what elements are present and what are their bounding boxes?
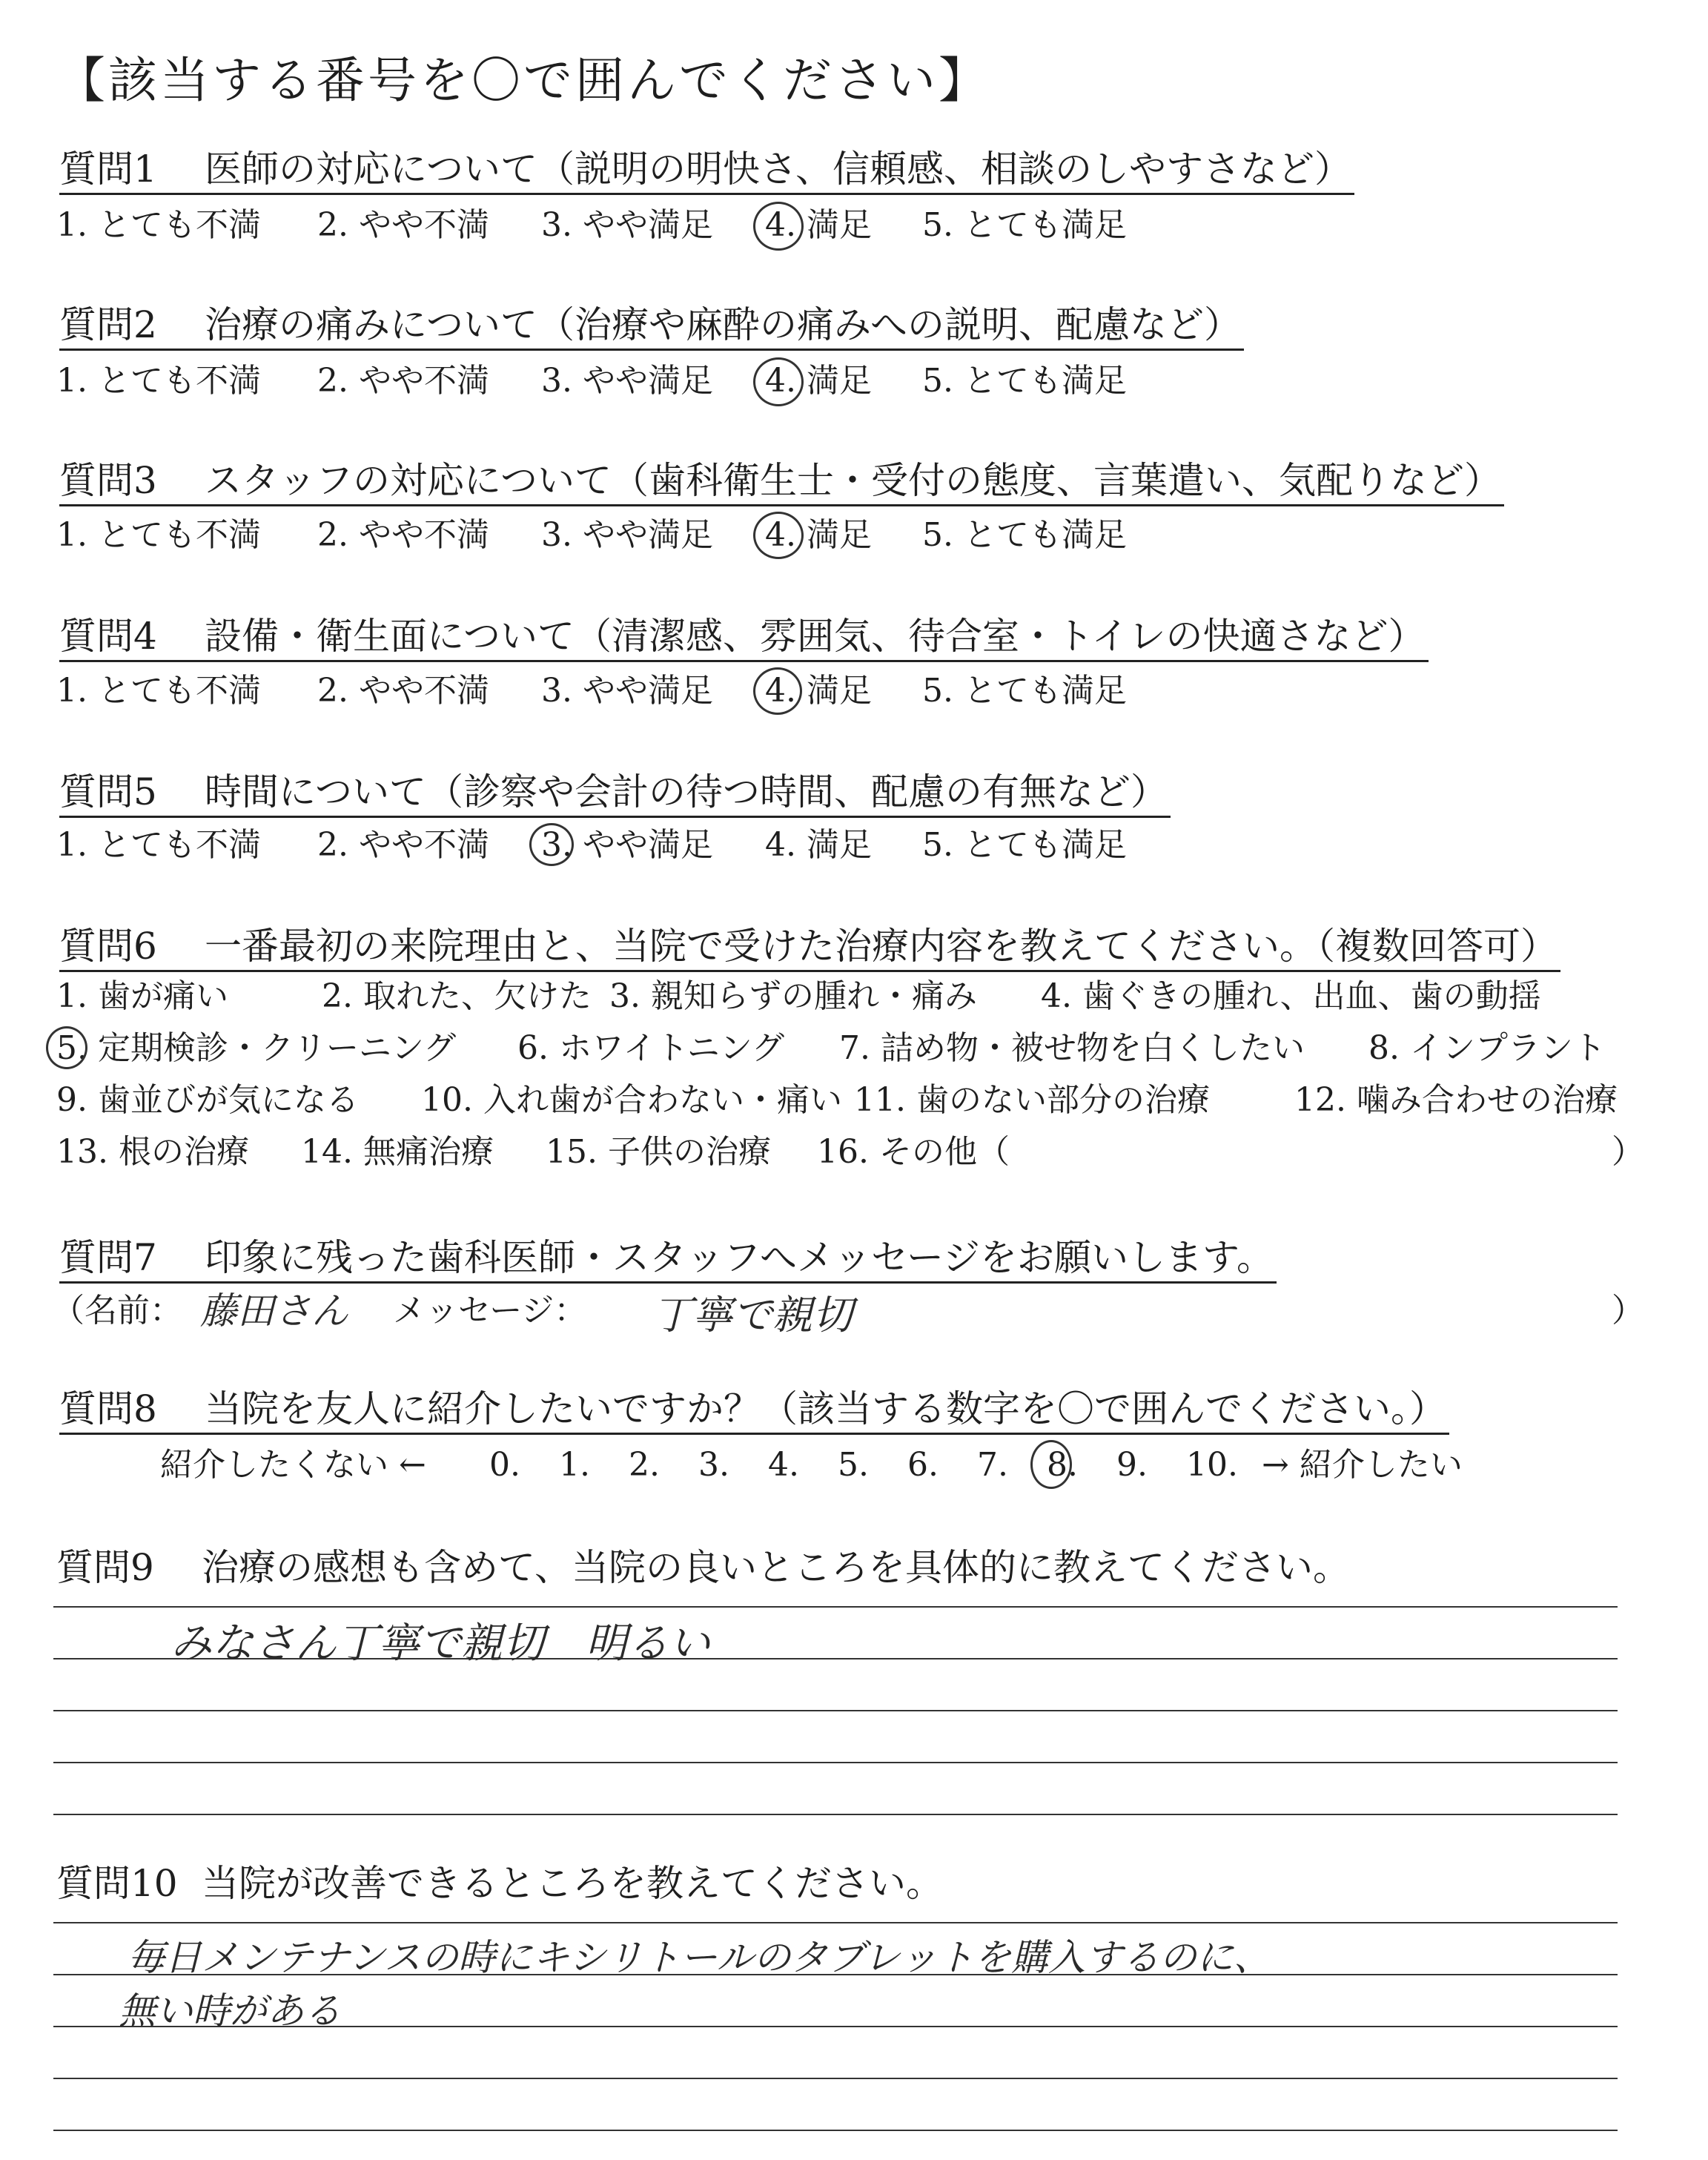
question-2 (59, 301, 1244, 351)
scale-option-4[interactable]: 4. (768, 1446, 799, 1484)
checklist-option[interactable]: 11. 歯のない部分の治療 (854, 1081, 1210, 1119)
rating-scale-5 (56, 825, 1242, 866)
selected-circle-mark (46, 1026, 87, 1069)
answer-handwritten: 無い時がある (119, 1989, 341, 2032)
rating-option-2[interactable]: 2. やや不満 (317, 362, 489, 400)
rating-option-1[interactable]: 1. とても不満 (56, 672, 261, 710)
answer-rule (53, 1606, 1618, 1608)
question-3 (59, 457, 1504, 506)
name-handwritten: 藤田さん (200, 1289, 348, 1332)
question-number: 質問6 (59, 925, 157, 968)
answer-rule (53, 1710, 1618, 1711)
checklist-option[interactable]: 14. 無痛治療 (301, 1133, 494, 1171)
selected-circle-mark (753, 202, 804, 251)
message-row (52, 1289, 1644, 1342)
scale-option-0[interactable]: 0. (489, 1446, 520, 1484)
rating-option-5[interactable]: 5. とても満足 (922, 206, 1127, 244)
scale-option-2[interactable]: 2. (629, 1446, 660, 1484)
question-1 (59, 145, 1354, 195)
rating-option-4[interactable]: 4. 満足 (765, 206, 872, 244)
scale-left-label: 紹介したくない ← (160, 1446, 426, 1484)
rating-option-5[interactable]: 5. とても満足 (922, 516, 1127, 554)
question-text: 時間について（診察や会計の待つ時間、配慮の有無など） (205, 770, 1168, 813)
question-number: 質問5 (59, 770, 157, 813)
rating-option-3[interactable]: 3. やや満足 (541, 826, 713, 864)
checklist-options (56, 976, 1643, 1169)
other-close-paren: ） (1612, 1133, 1644, 1171)
rating-option-3[interactable]: 3. やや満足 (541, 516, 713, 554)
scale-option-6[interactable]: 6. (907, 1446, 939, 1484)
rating-option-1[interactable]: 1. とても不満 (56, 516, 261, 554)
answer-rule (53, 1762, 1618, 1763)
checklist-option-other[interactable]: 16. その他（ (817, 1133, 1010, 1171)
scale-option-1[interactable]: 1. (559, 1446, 590, 1484)
question-number: 質問7 (59, 1236, 157, 1279)
rating-option-5[interactable]: 5. とても満足 (922, 672, 1127, 710)
answer-rule (53, 1814, 1618, 1815)
rating-scale-4 (56, 670, 1242, 712)
rating-option-2[interactable]: 2. やや不満 (317, 516, 489, 554)
question-text: 当院を友人に紹介したいですか？（該当する数字を〇で囲んでください。） (205, 1387, 1446, 1430)
answer-rule (53, 2078, 1618, 2079)
rating-option-4[interactable]: 4. 満足 (765, 672, 872, 710)
name-label: （名前： (52, 1292, 182, 1330)
question-number: 質問3 (59, 459, 157, 502)
rating-scale-2 (56, 360, 1242, 402)
question-text: 印象に残った歯科医師・スタッフへメッセージをお願いします。 (205, 1236, 1274, 1279)
answer-handwritten: 毎日メンテナンスの時にキシリトールのタブレットを購入するのに、 (128, 1936, 1271, 1979)
checklist-option[interactable]: 3. 親知らずの腫れ・痛み (609, 977, 977, 1015)
checklist-option[interactable]: 10. 入れ歯が合わない・痛い (421, 1081, 842, 1119)
message-handwritten: 丁寧で親切 (652, 1292, 853, 1338)
page-title: 【該当する番号を〇で囲んでください】 (56, 52, 990, 109)
checklist-option[interactable]: 1. 歯が痛い (56, 977, 228, 1015)
question-10 (56, 1860, 943, 1907)
rating-option-4[interactable]: 4. 満足 (765, 362, 872, 400)
checklist-option[interactable]: 4. 歯ぐきの腫れ、出血、歯の動揺 (1041, 977, 1541, 1015)
question-7 (59, 1234, 1277, 1284)
question-text: 当院が改善できるところを教えてください。 (202, 1862, 943, 1905)
selected-circle-mark (753, 357, 804, 406)
recommend-scale (160, 1444, 1494, 1489)
question-text: 一番最初の来院理由と、当院で受けた治療内容を教えてください。（複数回答可） (205, 925, 1558, 968)
rating-option-1[interactable]: 1. とても不満 (56, 362, 261, 400)
checklist-option[interactable]: 12. 噛み合わせの治療 (1294, 1081, 1618, 1119)
question-number: 質問4 (59, 615, 157, 658)
question-5 (59, 768, 1171, 818)
rating-option-4[interactable]: 4. 満足 (765, 516, 872, 554)
rating-option-3[interactable]: 3. やや満足 (541, 362, 713, 400)
question-4 (59, 612, 1429, 662)
question-8 (59, 1385, 1449, 1435)
checklist-option[interactable]: 2. 取れた、欠けた (322, 977, 592, 1015)
rating-option-2[interactable]: 2. やや不満 (317, 672, 489, 710)
question-number: 質問2 (59, 303, 157, 346)
rating-option-5[interactable]: 5. とても満足 (922, 362, 1127, 400)
rating-option-1[interactable]: 1. とても不満 (56, 206, 261, 244)
checklist-option[interactable]: 5. 定期検診・クリーニング (56, 1029, 457, 1067)
selected-circle-mark (1030, 1440, 1072, 1489)
scale-option-7[interactable]: 7. (977, 1446, 1008, 1484)
question-9 (56, 1544, 1350, 1591)
message-close-paren: ） (1612, 1292, 1644, 1330)
selected-circle-mark (529, 823, 574, 866)
checklist-option[interactable]: 9. 歯並びが気になる (56, 1081, 359, 1119)
rating-scale-1 (56, 205, 1242, 246)
question-number: 質問8 (59, 1387, 157, 1430)
question-text: 設備・衛生面について（清潔感、雰囲気、待合室・トイレの快適さなど） (205, 615, 1426, 658)
selected-circle-mark (753, 667, 802, 715)
scale-option-9[interactable]: 9. (1116, 1446, 1148, 1484)
question-number: 質問10 (56, 1862, 178, 1905)
rating-option-2[interactable]: 2. やや不満 (317, 826, 489, 864)
question-number: 質問1 (59, 148, 157, 191)
scale-right-label: → 紹介したい (1262, 1446, 1463, 1484)
answer-rule (53, 1922, 1618, 1923)
question-text: 医師の対応について（説明の明快さ、信頼感、相談のしやすさなど） (205, 148, 1351, 191)
scale-option-10[interactable]: 10. (1186, 1446, 1238, 1484)
scale-option-8[interactable]: 8. (1047, 1446, 1078, 1484)
scale-option-5[interactable]: 5. (838, 1446, 869, 1484)
rating-option-4[interactable]: 4. 満足 (765, 826, 872, 864)
answer-rule (53, 2130, 1618, 2131)
checklist-option[interactable]: 15. 子供の治療 (546, 1133, 771, 1171)
checklist-option[interactable]: 13. 根の治療 (56, 1133, 249, 1171)
rating-option-3[interactable]: 3. やや満足 (541, 206, 713, 244)
checklist-option[interactable]: 7. 詰め物・被せ物を白くしたい (839, 1029, 1305, 1067)
question-number: 質問9 (56, 1546, 154, 1589)
rating-option-1[interactable]: 1. とても不満 (56, 826, 261, 864)
checklist-option[interactable]: 6. ホワイトニング (517, 1029, 785, 1067)
question-text: スタッフの対応について（歯科衛生士・受付の態度、言葉遣い、気配りなど） (205, 459, 1501, 502)
rating-option-3[interactable]: 3. やや満足 (541, 672, 713, 710)
selected-circle-mark (753, 512, 804, 559)
rating-scale-3 (56, 515, 1242, 556)
rating-option-2[interactable]: 2. やや不満 (317, 206, 489, 244)
checklist-option[interactable]: 8. インプラント (1368, 1029, 1606, 1067)
message-label: メッセージ： (393, 1292, 587, 1330)
rating-option-5[interactable]: 5. とても満足 (922, 826, 1127, 864)
question-6 (59, 922, 1560, 972)
question-text: 治療の痛みについて（治療や麻酔の痛みへの説明、配慮など） (205, 303, 1241, 346)
scale-option-3[interactable]: 3. (698, 1446, 729, 1484)
question-text: 治療の感想も含めて、当院の良いところを具体的に教えてください。 (202, 1546, 1350, 1589)
answer-handwritten: みなさん丁寧で親切 明るい (171, 1619, 710, 1668)
